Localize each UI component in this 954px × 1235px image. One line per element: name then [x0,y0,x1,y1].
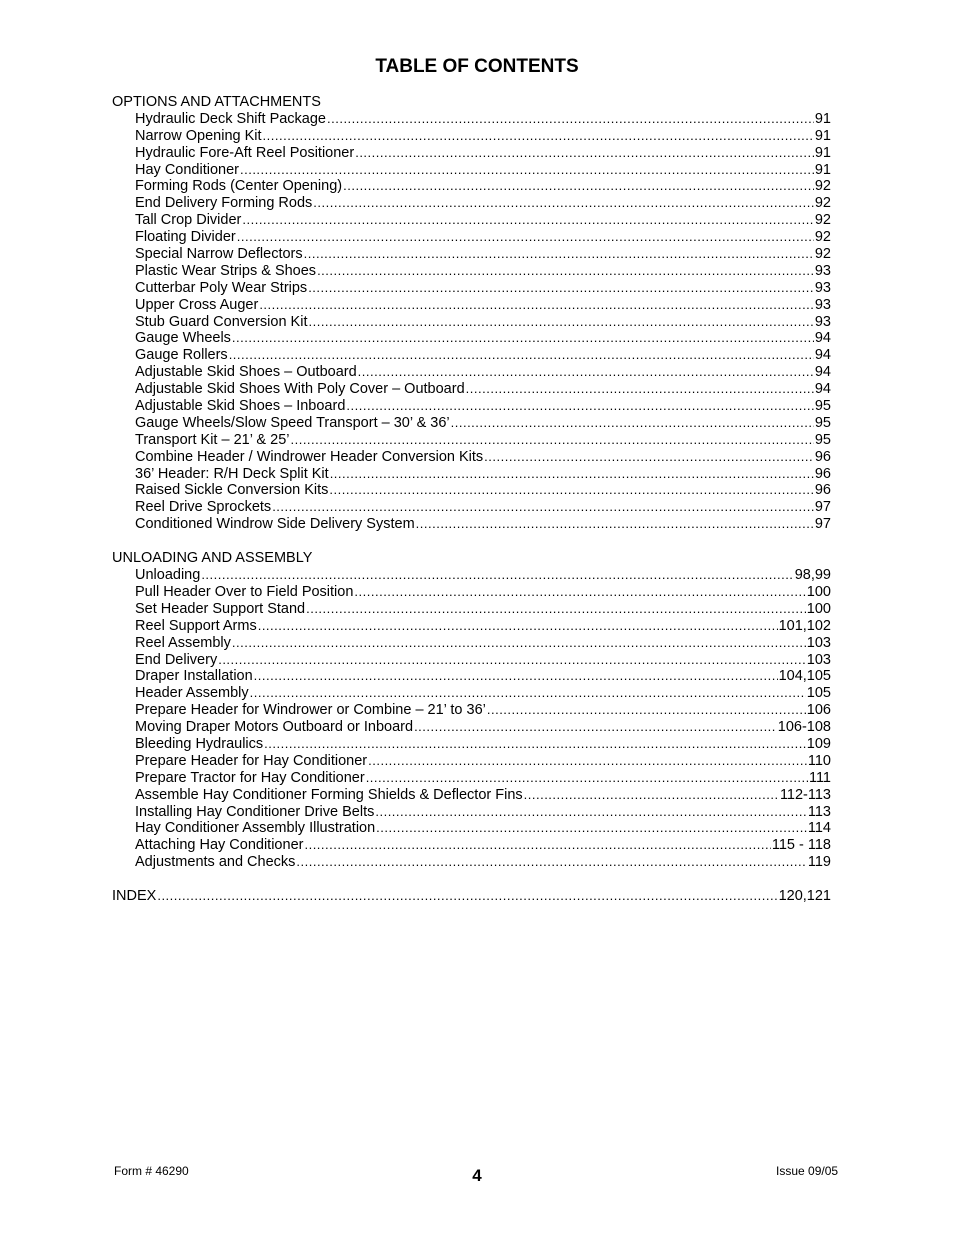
entry-label: Floating Divider [135,229,236,246]
entry-label: Hydraulic Deck Shift Package [135,110,326,127]
entry-label: Adjustable Skid Shoes With Poly Cover – Outboard [135,381,465,398]
entry-label: Hay Conditioner [135,161,239,178]
entry-label: Bleeding Hydraulics [135,735,264,752]
entry-pages: 93 [814,279,831,296]
entry-label: Stub Guard Conversion Kit [135,313,308,330]
toc-section-unloading [112,550,831,871]
dot-leader [157,888,777,905]
dot-leader [346,398,813,415]
dot-leader [218,652,806,669]
toc-entry[interactable] [112,330,831,347]
dot-leader [466,381,814,398]
entry-pages: 101,102 [778,617,831,634]
issue-date: Issue 09/05 [776,1164,839,1178]
dot-leader [304,837,770,854]
entry-label: Prepare Header for Windrower or Combine – 21’ to 36’ [135,702,486,719]
entry-pages: 106-108 [777,719,831,736]
entry-pages: 95 [814,431,831,448]
entry-pages: 91 [814,127,831,144]
entry-label: Gauge Rollers [135,347,228,364]
dot-leader [272,499,814,516]
toc-entry[interactable] [112,466,831,483]
toc-entry[interactable] [112,364,831,381]
entry-pages: 105 [806,685,831,702]
entry-pages: 103 [806,651,831,668]
entry-label: Header Assembly [135,685,249,702]
toc-entry[interactable] [112,263,831,280]
entry-pages: 97 [814,499,831,516]
dot-leader [201,567,793,584]
dot-leader [308,280,814,297]
entry-pages: 92 [814,212,831,229]
toc-entry[interactable] [112,601,831,618]
dot-leader [414,719,777,736]
entry-pages: 97 [814,516,831,533]
toc-entry[interactable] [112,499,831,516]
entry-pages: 115 - 118 [771,837,831,854]
section-heading: OPTIONS AND ATTACHMENTS [112,94,321,110]
entry-label: Draper Installation [135,668,253,685]
entry-pages: 119 [807,854,831,871]
entry-label: Assemble Hay Conditioner Forming Shields & Deflector Fins [135,786,523,803]
entry-pages: 96 [814,465,831,482]
toc-entry[interactable] [112,804,831,821]
entry-pages: 100 [806,600,831,617]
toc-entry[interactable] [112,482,831,499]
entry-label: Adjustable Skid Shoes – Inboard [135,398,346,415]
dot-leader [375,804,807,821]
entry-label: 36’ Header: R/H Deck Split Kit [135,465,329,482]
toc-section-options [112,94,831,533]
toc-entry[interactable] [112,297,831,314]
toc-entry[interactable] [112,178,831,195]
toc-entry[interactable] [112,111,831,128]
dot-leader [306,601,806,618]
dot-leader [327,111,814,128]
page-title: TABLE OF CONTENTS [375,56,579,77]
entry-label: Combine Header / Windrower Header Conversion Kits [135,448,484,465]
toc-entry[interactable] [112,702,831,719]
toc-entry[interactable] [112,229,831,246]
entry-pages: 100 [806,583,831,600]
entry-pages: 106 [806,702,831,719]
entry-label: Narrow Opening Kit [135,127,262,144]
toc-entry[interactable] [112,516,831,533]
toc-entry[interactable] [112,719,831,736]
section-entries [112,567,831,871]
dot-leader [229,347,814,364]
entry-pages: 104,105 [778,668,831,685]
dot-leader [250,685,806,702]
toc-entry[interactable] [112,584,831,601]
entry-pages: 114 [807,820,831,837]
dot-leader [308,314,813,331]
toc-entry[interactable] [112,685,831,702]
dot-leader [263,128,814,145]
entry-label: Transport Kit – 21’ & 25’ [135,431,290,448]
entry-pages: 94 [814,381,831,398]
entry-label: Raised Sickle Conversion Kits [135,482,329,499]
dot-leader [240,162,814,179]
toc-entry[interactable] [112,381,831,398]
dot-leader [358,364,814,381]
toc-entry[interactable] [112,635,831,652]
entry-label: Prepare Header for Hay Conditioner [135,752,368,769]
dot-leader [368,753,807,770]
entry-pages: 109 [806,735,831,752]
dot-leader [290,432,813,449]
section-entries [112,111,831,533]
entry-label: End Delivery Forming Rods [135,195,313,212]
entry-label: Gauge Wheels/Slow Speed Transport – 30’ & 36’ [135,414,450,431]
dot-leader [354,584,805,601]
entry-label: Moving Draper Motors Outboard or Inboard [135,719,414,736]
entry-pages: 92 [814,246,831,263]
dot-leader [484,449,814,466]
entry-pages: 91 [814,144,831,161]
page-number: 4 [472,1166,482,1185]
toc-entry[interactable] [112,736,831,753]
toc-entry[interactable] [112,432,831,449]
entry-pages: 113 [807,803,831,820]
entry-pages: 95 [814,414,831,431]
entry-pages: 92 [814,195,831,212]
entry-label: Reel Support Arms [135,617,257,634]
entry-pages: 91 [814,110,831,127]
dot-leader [366,770,808,787]
entry-label: Upper Cross Auger [135,296,259,313]
toc-entry[interactable] [112,449,831,466]
toc-entry[interactable] [112,567,831,584]
section-heading: UNLOADING AND ASSEMBLY [112,550,313,567]
entry-label: Plastic Wear Strips & Shoes [135,262,317,279]
dot-leader [264,736,806,753]
toc-entry[interactable] [112,668,831,685]
entry-label: Set Header Support Stand [135,600,306,617]
entry-pages: 94 [814,330,831,347]
entry-pages: 93 [814,296,831,313]
entry-pages: 94 [814,364,831,381]
entry-label: Conditioned Windrow Side Delivery System [135,516,415,533]
entry-label: Hay Conditioner Assembly Illustration [135,820,376,837]
entry-label: Reel Drive Sprockets [135,499,272,516]
dot-leader [313,195,814,212]
toc-entry[interactable] [112,652,831,669]
dot-leader [304,246,814,263]
entry-pages: 92 [814,178,831,195]
dot-leader [416,516,814,533]
entry-pages: 93 [814,262,831,279]
toc-entry[interactable] [112,347,831,364]
dot-leader [355,145,814,162]
entry-pages: 112-113 [779,786,831,803]
entry-label: Prepare Tractor for Hay Conditioner [135,769,365,786]
entry-pages: 96 [814,448,831,465]
dot-leader [242,212,813,229]
dot-leader [232,330,814,347]
form-number: Form # 46290 [114,1164,189,1178]
dot-leader [254,668,778,685]
entry-label: Gauge Wheels [135,330,231,347]
entry-pages: 110 [807,752,831,769]
dot-leader [343,178,814,195]
dot-leader [232,635,806,652]
dot-leader [376,820,807,837]
toc-entry[interactable] [112,398,831,415]
entry-label: Hydraulic Fore-Aft Reel Positioner [135,144,355,161]
entry-pages: 94 [814,347,831,364]
entry-pages: 95 [814,398,831,415]
dot-leader [329,482,813,499]
toc-entry[interactable] [112,145,831,162]
dot-leader [451,415,814,432]
entry-label: Adjustable Skid Shoes – Outboard [135,364,357,381]
toc-entry[interactable] [112,212,831,229]
dot-leader [317,263,814,280]
entry-pages: 96 [814,482,831,499]
toc-index-entry[interactable] [112,888,831,905]
toc-entry[interactable] [112,128,831,145]
toc-entry[interactable] [112,415,831,432]
toc-entry[interactable] [112,837,831,854]
entry-pages: 120,121 [778,888,831,905]
toc-entry[interactable] [112,314,831,331]
entry-pages: 93 [814,313,831,330]
entry-pages: 98,99 [794,567,831,584]
dot-leader [524,787,779,804]
toc-entry[interactable] [112,787,831,804]
entry-label: Tall Crop Divider [135,212,242,229]
dot-leader [487,702,806,719]
entry-label: Cutterbar Poly Wear Strips [135,279,308,296]
entry-label: Attaching Hay Conditioner [135,837,304,854]
dot-leader [330,466,814,483]
entry-label: End Delivery [135,651,218,668]
entry-label: INDEX [112,888,157,905]
entry-label: Reel Assembly [135,634,231,651]
dot-leader [296,854,806,871]
toc-entry[interactable] [112,854,831,871]
toc-entry[interactable] [112,820,831,837]
toc-entry[interactable] [112,618,831,635]
entry-label: Installing Hay Conditioner Drive Belts [135,803,375,820]
entry-label: Unloading [135,567,201,584]
dot-leader [259,297,814,314]
entry-label: Adjustments and Checks [135,854,296,871]
toc-entry[interactable] [112,770,831,787]
toc-entry[interactable] [112,162,831,179]
entry-pages: 111 [808,769,831,786]
toc-entry[interactable] [112,246,831,263]
dot-leader [258,618,778,635]
toc-entry[interactable] [112,753,831,770]
entry-label: Forming Rods (Center Opening) [135,178,343,195]
entry-pages: 103 [806,634,831,651]
table-of-contents [112,94,831,905]
toc-entry[interactable] [112,195,831,212]
entry-pages: 91 [814,161,831,178]
entry-label: Special Narrow Deflectors [135,246,303,263]
toc-entry[interactable] [112,280,831,297]
entry-label: Pull Header Over to Field Position [135,583,354,600]
entry-pages: 92 [814,229,831,246]
dot-leader [237,229,814,246]
